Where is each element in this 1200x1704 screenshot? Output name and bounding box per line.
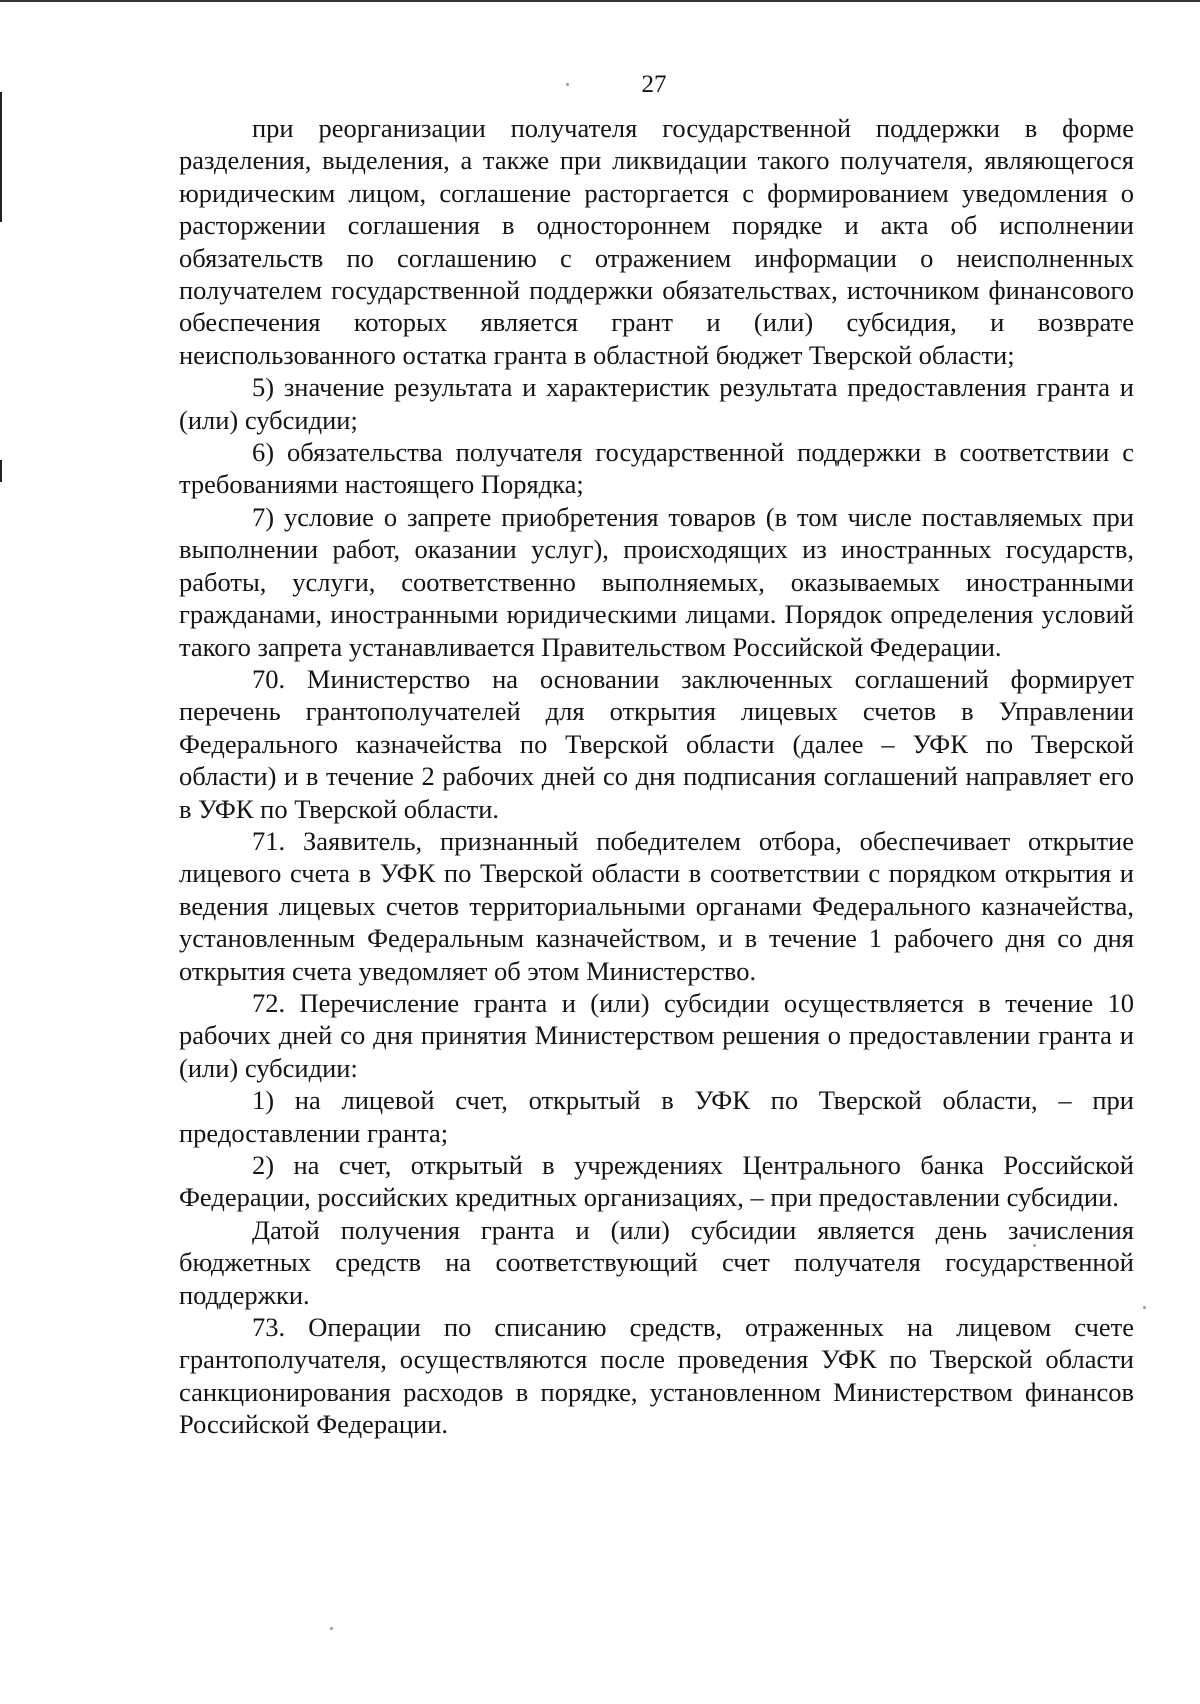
scan-top-border xyxy=(0,0,1200,2)
paragraph-clause-72-item-1: 1) на лицевой счет, открытый в УФК по Тверской области, – при предоставлении гранта; xyxy=(179,1085,1134,1148)
paragraph-receipt-date: Датой получения гранта и (или) субсидии является день зачисления бюджетных средств на соответствующий счет получателя государственной поддержки. xyxy=(179,1214,1134,1310)
paragraph-clause-71: 71. Заявитель, признанный победителем отбора, обеспечивает открытие лицевого счета в УФК по Тверской области в соответствии с порядком открытия и ведения лицевых счетов территориальными органами Федерального казначейства, установленным Федеральным казначейством, и в течение 1 рабочего дня со дня открытия счета уведомляет об этом Министерство. xyxy=(179,825,1134,986)
page-number: 27 xyxy=(641,71,667,98)
paragraph-item-5: 5) значение результата и характеристик результата предоставления гранта и (или) субсидии; xyxy=(179,372,1134,435)
paragraph-reorganization-continued: при реорганизации получателя государственной поддержки в форме разделения, выделения, а также при ликвидации такого получателя, являющегося юридическим лицом, соглашение расторгается с формированием уведомления о расторжении соглашения в одностороннем порядке и акта об исполнении обязательств по соглашению с отражением информации о неисполненных получателем государственной поддержки обязательствах, источником финансового обеспечения которых является грант и (или) субсидия, и возврате неиспользованного остатка гранта в областной бюджет Тверской области; xyxy=(179,113,1134,370)
scan-speck xyxy=(330,1627,333,1630)
paragraph-clause-72-item-2: 2) на счет, открытый в учреждениях Центрального банка Российской Федерации, российских кредитных организациях, – при предоставлении субсидии. xyxy=(179,1150,1134,1213)
paragraph-clause-72: 72. Перечисление гранта и (или) субсидии осуществляется в течение 10 рабочих дней со дня принятия Министерством решения о предоставлении гранта и (или) субсидии: xyxy=(179,987,1134,1083)
paragraph-item-6: 6) обязательства получателя государственной поддержки в соответствии с требованиями настоящего Порядка; xyxy=(179,437,1134,500)
scan-edge-mark xyxy=(0,460,2,482)
paragraph-clause-73: 73. Операции по списанию средств, отраженных на лицевом счете грантополучателя, осуществляются после проведения УФК по Тверской области санкционирования расходов в порядке, установленном Министерством финансов Российской Федерации. xyxy=(179,1312,1134,1440)
paragraph-item-7: 7) условие о запрете приобретения товаров (в том числе поставляемых при выполнении работ, оказании услуг), происходящих из иностранных государств, работы, услуги, соответственно выполняемых, оказываемых иностранными гражданами, иностранными юридическими лицами. Порядок определения условий такого запрета устанавливается Правительством Российской Федерации. xyxy=(179,501,1134,662)
scan-edge-mark xyxy=(0,92,2,222)
scan-speck xyxy=(1143,1306,1146,1309)
paragraph-clause-70: 70. Министерство на основании заключенных соглашений формирует перечень грантополучателей для открытия лицевых счетов в Управлении Федерального казначейства по Тверской области (далее – УФК по Тверской области) и в течение 2 рабочих дней со дня подписания соглашений направляет его в УФК по Тверской области. xyxy=(179,663,1134,824)
document-body xyxy=(179,112,1134,1441)
